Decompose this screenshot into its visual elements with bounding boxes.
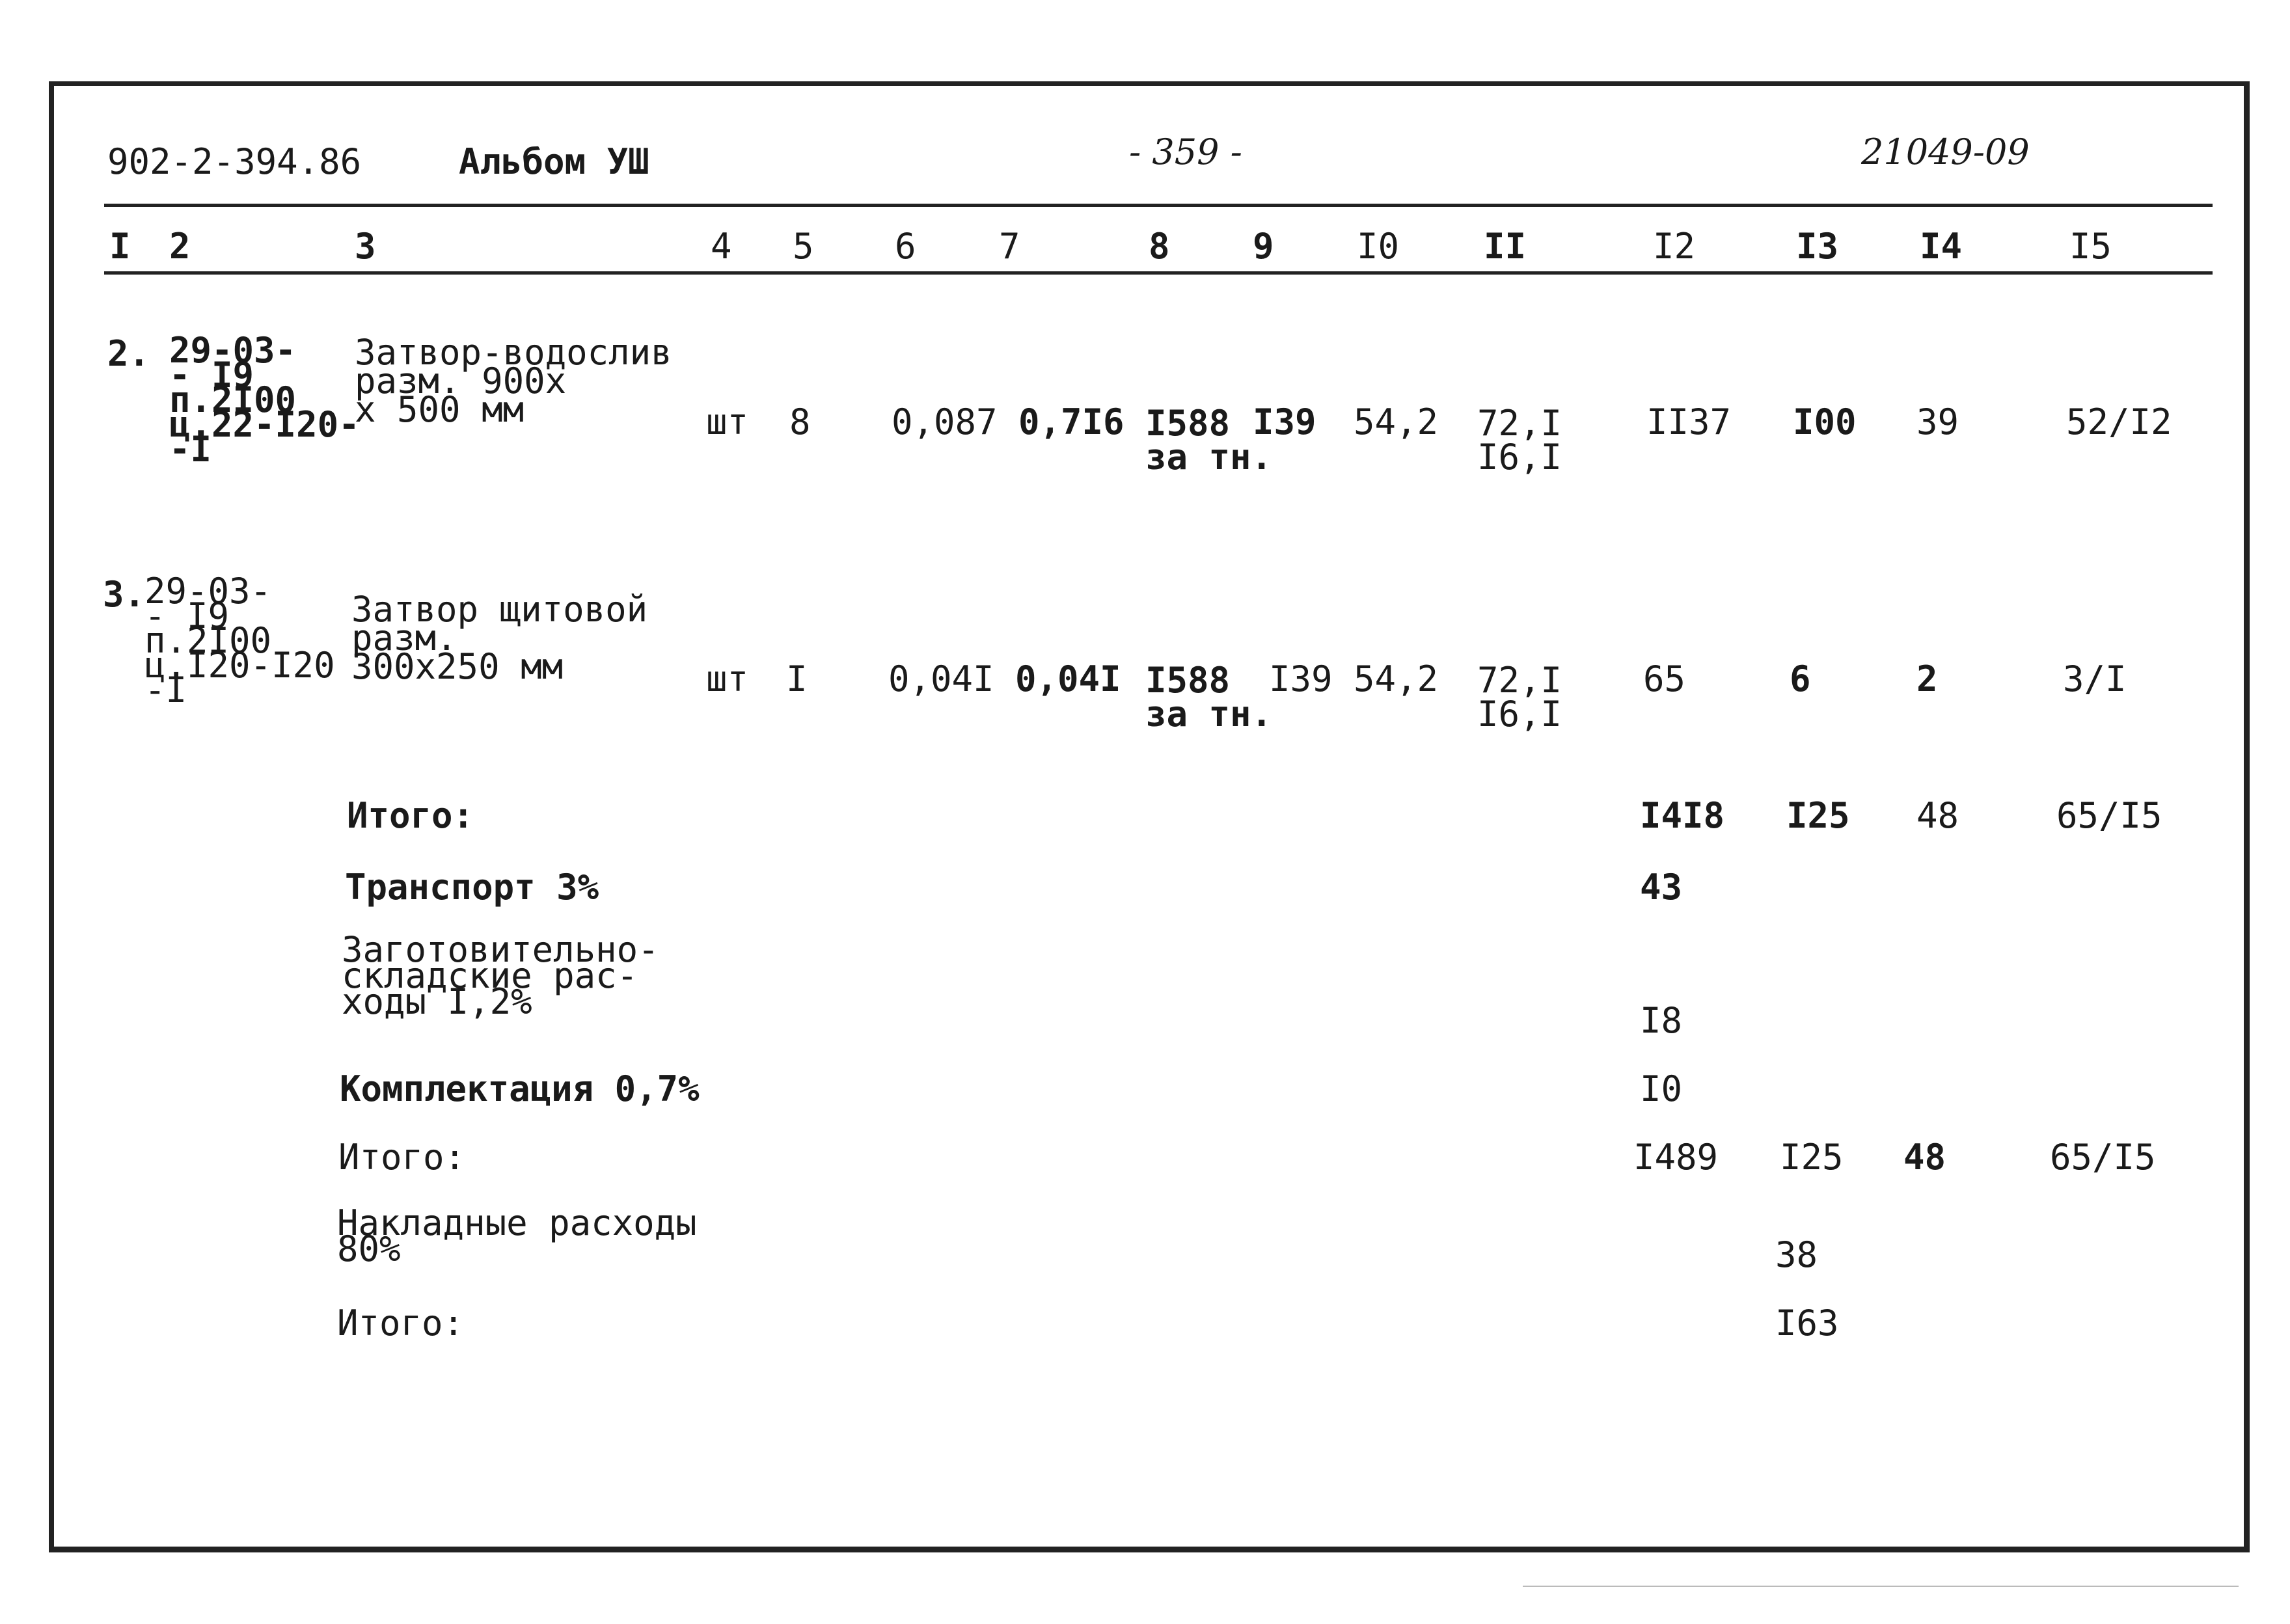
cell-col9: I39 xyxy=(1269,658,1333,699)
col-number: I0 xyxy=(1357,226,1400,267)
summary-col15: 65/I5 xyxy=(2056,795,2162,836)
summary-col12: I4I8 xyxy=(1640,795,1725,836)
cell-col13: I00 xyxy=(1793,401,1857,442)
album-label: Альбом УШ xyxy=(459,141,649,182)
col-number: 2 xyxy=(169,226,191,267)
summary-label: Накладные расходы 80% xyxy=(337,1202,697,1269)
summary-col14: 48 xyxy=(1903,1137,1946,1178)
col-number: I2 xyxy=(1653,226,1696,267)
summary-col13: 38 xyxy=(1775,1234,1818,1275)
summary-label: Итого: xyxy=(347,795,474,836)
unit: шт xyxy=(706,658,749,699)
quantity: I xyxy=(786,658,808,699)
row-number: 3. xyxy=(103,574,146,615)
cell-col9: I39 xyxy=(1253,401,1316,442)
summary-label: Итого: xyxy=(337,1303,465,1344)
item-code: 29-03- - I9 п.2I00 ц.22-I20- -I xyxy=(169,330,360,470)
doc-code: 902-2-394.86 xyxy=(107,141,362,182)
summary-col13: I25 xyxy=(1786,795,1850,836)
col-number: 8 xyxy=(1149,226,1170,267)
summary-col12: I0 xyxy=(1640,1068,1683,1109)
cell-col11: 72,I I6,I xyxy=(1477,660,1562,735)
summary-col12: 43 xyxy=(1640,867,1683,908)
item-name: Затвор щитовой разм. 300х250 мм xyxy=(351,589,648,687)
col-number: 6 xyxy=(895,226,916,267)
summary-col12: I8 xyxy=(1640,1000,1683,1041)
unit: шт xyxy=(706,401,749,442)
cell-col8: I588 за тн. xyxy=(1145,403,1273,478)
col-number: 4 xyxy=(711,226,732,267)
col-number: II xyxy=(1484,226,1527,267)
cell-col13: 6 xyxy=(1790,658,1811,699)
cell-col10: 54,2 xyxy=(1354,658,1439,699)
reference-number: 21049-09 xyxy=(1861,131,2030,172)
quantity: 8 xyxy=(789,401,811,442)
col-number: I5 xyxy=(2069,226,2112,267)
item-code: 29-03- - I9 п.2I00 ц.I20-I20 -I xyxy=(144,571,335,710)
cell-col12: II37 xyxy=(1646,401,1732,442)
col-number: 7 xyxy=(999,226,1020,267)
col-number: I3 xyxy=(1796,226,1839,267)
summary-label: Комплектация 0,7% xyxy=(340,1068,700,1109)
cell-col15: 3/I xyxy=(2063,658,2127,699)
cell-col14: 39 xyxy=(1916,401,1959,442)
cell-col12: 65 xyxy=(1643,658,1686,699)
summary-col12: I489 xyxy=(1633,1137,1719,1178)
cell-col11: 72,I I6,I xyxy=(1477,403,1562,478)
header-rule-bottom xyxy=(104,271,2213,275)
summary-col13: I63 xyxy=(1775,1303,1839,1344)
summary-label: Итого: xyxy=(338,1137,466,1178)
cell-col8: I588 за тн. xyxy=(1145,660,1273,735)
summary-col15: 65/I5 xyxy=(2050,1137,2156,1178)
scan-artifact-line xyxy=(1523,1586,2239,1587)
summary-col14: 48 xyxy=(1916,795,1959,836)
summary-label: Транспорт 3% xyxy=(345,867,599,908)
cell-col6: 0,04I xyxy=(888,658,994,699)
item-name: Затвор-водослив разм. 900х х 500 мм xyxy=(355,332,672,430)
cell-col14: 2 xyxy=(1916,658,1938,699)
cell-col7: 0,7I6 xyxy=(1018,401,1125,442)
col-number: I xyxy=(109,226,131,267)
cell-col6: 0,087 xyxy=(892,401,998,442)
col-number: 9 xyxy=(1253,226,1274,267)
col-number: I4 xyxy=(1920,226,1963,267)
col-number: 3 xyxy=(355,226,376,267)
cell-col7: 0,04I xyxy=(1015,658,1121,699)
cell-col15: 52/I2 xyxy=(2066,401,2172,442)
summary-col13: I25 xyxy=(1780,1137,1844,1178)
cell-col10: 54,2 xyxy=(1354,401,1439,442)
page-number: - 359 - xyxy=(1129,131,1242,172)
col-number: 5 xyxy=(793,226,814,267)
row-number: 2. xyxy=(107,333,150,374)
summary-label: Заготовительно- складские рас- ходы I,2% xyxy=(342,929,659,1022)
header-rule-top xyxy=(104,204,2213,207)
